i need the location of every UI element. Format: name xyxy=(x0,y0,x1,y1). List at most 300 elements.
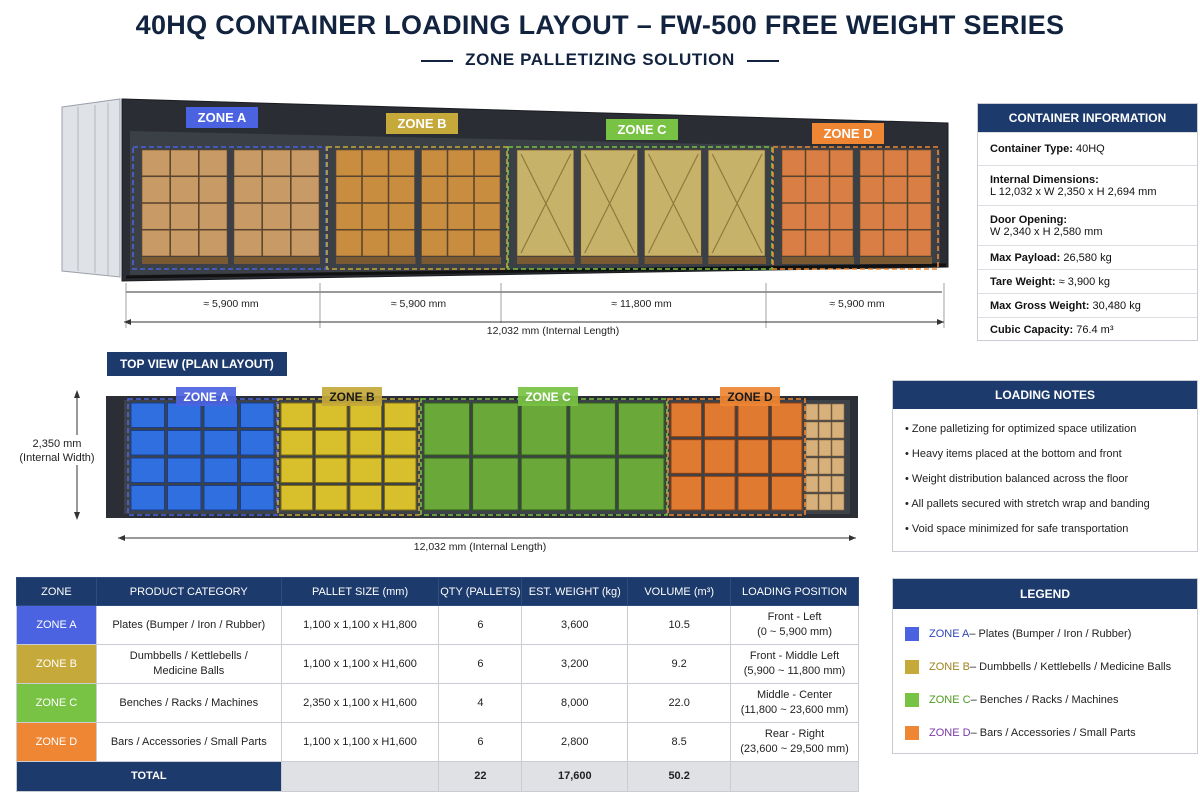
top-pallet xyxy=(738,476,769,510)
table-row xyxy=(17,723,859,762)
pallet-box xyxy=(291,150,319,176)
table-row xyxy=(17,645,859,684)
column-header: VOLUME (m³) xyxy=(628,578,731,606)
subtitle-text: ZONE PALLETIZING SOLUTION xyxy=(465,50,735,69)
total-weight: 17,600 xyxy=(522,762,628,792)
pallet-box xyxy=(806,230,829,256)
pallet-box xyxy=(263,177,291,203)
pallet-box xyxy=(199,177,227,203)
green-square-icon xyxy=(905,693,919,707)
top-pallet xyxy=(705,403,736,437)
column-header: PALLET SIZE (mm) xyxy=(281,578,439,606)
pallet-base xyxy=(645,257,703,264)
pallet-base xyxy=(336,257,416,264)
info-value: W 2,340 x H 2,580 mm xyxy=(990,225,1103,238)
small-parts-box xyxy=(832,458,844,474)
pallet-box xyxy=(171,177,199,203)
column-header: EST. WEIGHT (kg) xyxy=(522,578,628,606)
info-row-payload xyxy=(978,245,1197,269)
info-value: 76.4 m³ xyxy=(1076,323,1114,336)
pallet-box xyxy=(422,230,448,256)
position-text: Middle - Center xyxy=(756,689,833,701)
pallet-box xyxy=(199,204,227,230)
pallet-box xyxy=(389,230,415,256)
pallet-box xyxy=(171,230,199,256)
info-value: 30,480 kg xyxy=(1092,299,1141,312)
container-door xyxy=(62,99,120,277)
pallet-box xyxy=(142,177,170,203)
small-parts-box xyxy=(832,404,844,420)
legend-zone: ZONE D xyxy=(929,726,971,739)
legend-desc: – Dumbbells / Kettlebells / Medicine Balls xyxy=(969,660,1172,673)
top-pallet xyxy=(241,403,275,428)
zone-cell: ZONE C xyxy=(17,684,97,723)
segment-length-label: ≈ 5,900 mm xyxy=(390,298,447,310)
small-parts-box xyxy=(806,458,818,474)
subtitle-dash-left xyxy=(421,60,453,62)
pallet-box xyxy=(908,177,931,203)
pallet-box xyxy=(142,150,170,176)
total-empty-cell xyxy=(731,762,859,792)
volume-cell: 22.0 xyxy=(628,684,731,723)
position-range: (23,600 ~ 29,500 mm) xyxy=(740,743,849,755)
info-label: Max Gross Weight: xyxy=(990,299,1090,312)
top-pallet xyxy=(521,458,567,510)
pallet-box xyxy=(830,230,853,256)
top-pallet xyxy=(281,486,313,511)
pallet-base xyxy=(581,257,639,264)
top-pallet xyxy=(671,403,702,437)
top-pallet xyxy=(350,458,382,483)
top-pallet xyxy=(316,431,348,456)
top-pallet xyxy=(385,458,417,483)
info-row-tare xyxy=(978,269,1197,293)
zone-tag-label: ZONE A xyxy=(197,110,247,125)
position-text: Front - Left xyxy=(767,611,822,623)
top-pallet xyxy=(618,403,664,455)
total-label: TOTAL xyxy=(17,762,282,792)
legend-desc: – Plates (Bumper / Iron / Rubber) xyxy=(969,627,1132,640)
top-pallet xyxy=(281,431,313,456)
container-info-panel xyxy=(977,103,1198,341)
pallet-size-cell: 2,350 x 1,100 x H1,600 xyxy=(281,684,439,723)
small-parts-box xyxy=(819,476,831,492)
top-zone-tag-label: ZONE D xyxy=(727,390,773,404)
top-pallet xyxy=(738,440,769,474)
top-pallet xyxy=(705,476,736,510)
column-header: LOADING POSITION xyxy=(731,578,859,606)
column-header: PRODUCT CATEGORY xyxy=(96,578,281,606)
info-label: Cubic Capacity: xyxy=(990,323,1074,336)
top-pallet xyxy=(570,458,616,510)
pallet-base xyxy=(234,257,320,264)
legend-panel xyxy=(892,578,1198,754)
category-cell: Bars / Accessories / Small Parts xyxy=(96,723,281,762)
pallet-box xyxy=(475,204,501,230)
top-pallet xyxy=(521,403,567,455)
legend-zone: ZONE B xyxy=(929,660,970,673)
top-pallet xyxy=(705,440,736,474)
top-pallet xyxy=(671,476,702,510)
top-pallet xyxy=(131,431,165,456)
top-pallet xyxy=(204,458,238,483)
pallet-box xyxy=(363,150,389,176)
legend-item-zone-d xyxy=(893,716,1197,749)
column-header: ZONE xyxy=(17,578,97,606)
side-view-diagram xyxy=(0,85,965,345)
pallet-box xyxy=(806,177,829,203)
total-volume: 50.2 xyxy=(628,762,731,792)
blue-square-icon xyxy=(905,627,919,641)
top-zone-tag-label: ZONE B xyxy=(329,390,375,404)
pallet-box xyxy=(171,150,199,176)
segment-length-label: ≈ 5,900 mm xyxy=(203,298,259,310)
category-cell: Plates (Bumper / Iron / Rubber) xyxy=(96,606,281,645)
top-pallet xyxy=(131,458,165,483)
arrow-head xyxy=(118,535,125,541)
top-pallet xyxy=(316,403,348,428)
legend-desc: – Bars / Accessories / Small Parts xyxy=(970,726,1136,739)
position-cell xyxy=(731,645,859,684)
top-zone-tag-label: ZONE C xyxy=(525,390,571,404)
total-qty: 22 xyxy=(439,762,522,792)
top-pallet xyxy=(131,403,165,428)
top-pallet xyxy=(168,431,202,456)
zone-table xyxy=(16,577,859,792)
position-cell xyxy=(731,684,859,723)
info-row-dimensions xyxy=(978,165,1197,205)
pallet-box xyxy=(908,150,931,176)
small-parts-box xyxy=(806,404,818,420)
pallet-box xyxy=(142,230,170,256)
position-cell xyxy=(731,606,859,645)
legend-zone: ZONE C xyxy=(929,693,971,706)
loading-notes-panel xyxy=(892,380,1198,552)
qty-cell: 6 xyxy=(439,645,522,684)
top-pallet xyxy=(772,403,803,437)
top-view-label: TOP VIEW (PLAN LAYOUT) xyxy=(107,352,287,376)
zone-cell: ZONE B xyxy=(17,645,97,684)
pallet-box xyxy=(142,204,170,230)
arrow-head xyxy=(74,390,80,398)
top-view-diagram xyxy=(0,380,880,565)
note-text: Heavy items placed at the bottom and front xyxy=(911,448,1122,460)
top-pallet xyxy=(350,431,382,456)
top-pallet xyxy=(618,458,664,510)
pallet-box xyxy=(291,230,319,256)
note-item: • All pallets secured with stretch wrap and banding xyxy=(905,498,1150,510)
subtitle-dash-right xyxy=(747,60,779,62)
pallet-box xyxy=(860,177,883,203)
note-text: All pallets secured with stretch wrap and banding xyxy=(911,498,1150,510)
arrow-head xyxy=(849,535,856,541)
pallet-box xyxy=(199,230,227,256)
pallet-box xyxy=(336,150,362,176)
top-pallet xyxy=(316,486,348,511)
pallet-box xyxy=(830,204,853,230)
small-parts-box xyxy=(832,440,844,456)
loading-notes-list xyxy=(893,409,1197,542)
pallet-box xyxy=(908,230,931,256)
pallet-box xyxy=(291,177,319,203)
top-pallet xyxy=(473,458,519,510)
pallet-box xyxy=(782,150,805,176)
container-info-title: CONTAINER INFORMATION xyxy=(978,104,1197,132)
top-pallet xyxy=(168,403,202,428)
position-text: Front - Middle Left xyxy=(749,650,840,662)
top-pallet xyxy=(204,486,238,511)
info-label: Container Type: xyxy=(990,143,1073,155)
pallet-box xyxy=(448,230,474,256)
pallet-box xyxy=(782,230,805,256)
info-row-type xyxy=(978,132,1197,165)
legend-zone: ZONE A xyxy=(929,627,970,640)
legend-desc: – Benches / Racks / Machines xyxy=(970,693,1119,706)
small-parts-box xyxy=(806,494,818,510)
position-range: (5,900 ~ 11,800 mm) xyxy=(743,665,846,677)
small-parts-box xyxy=(832,422,844,438)
pallet-base xyxy=(422,257,502,264)
info-value: L 12,032 x W 2,350 x H 2,694 mm xyxy=(990,185,1157,198)
top-pallet xyxy=(204,403,238,428)
small-parts-box xyxy=(832,494,844,510)
total-length-label: 12,032 mm (Internal Length) xyxy=(486,325,620,337)
top-pallet xyxy=(204,431,238,456)
pallet-box xyxy=(448,204,474,230)
pallet-size-cell: 1,100 x 1,100 x H1,800 xyxy=(281,606,439,645)
top-pallet xyxy=(424,403,470,455)
total-empty-cell xyxy=(281,762,439,792)
table-row xyxy=(17,684,859,723)
weight-cell: 2,800 xyxy=(522,723,628,762)
info-label: Internal Dimensions: xyxy=(990,173,1099,186)
note-item: • Zone palletizing for optimized space utilization xyxy=(905,423,1137,435)
top-pallet xyxy=(473,403,519,455)
pallet-size-cell: 1,100 x 1,100 x H1,600 xyxy=(281,645,439,684)
segment-length-label: ≈ 11,800 mm xyxy=(611,298,672,310)
top-pallet xyxy=(316,458,348,483)
info-label: Tare Weight: xyxy=(990,275,1056,288)
small-parts-box xyxy=(832,476,844,492)
pallet-box xyxy=(389,150,415,176)
page-subtitle xyxy=(0,50,1200,70)
category-text: Medicine Balls xyxy=(153,665,225,677)
info-row-gross xyxy=(978,293,1197,317)
top-pallet xyxy=(168,486,202,511)
info-row-cubic xyxy=(978,317,1197,341)
top-pallet xyxy=(385,403,417,428)
arrow-head xyxy=(74,512,80,520)
info-label: Door Opening: xyxy=(990,213,1067,226)
pallet-size-cell: 1,100 x 1,100 x H1,600 xyxy=(281,723,439,762)
arrow-head xyxy=(937,319,944,325)
small-parts-box xyxy=(819,494,831,510)
segment-length-label: ≈ 5,900 mm xyxy=(829,298,885,310)
legend-title: LEGEND xyxy=(893,579,1197,609)
pallet-box xyxy=(234,230,262,256)
pallet-box xyxy=(884,177,907,203)
volume-cell: 10.5 xyxy=(628,606,731,645)
zone-tag-label: ZONE B xyxy=(397,116,447,131)
top-pallet xyxy=(241,431,275,456)
pallet-box xyxy=(860,150,883,176)
pallet-box xyxy=(263,204,291,230)
pallet-box xyxy=(363,177,389,203)
top-pallet xyxy=(241,458,275,483)
small-parts-box xyxy=(819,440,831,456)
pallet-box xyxy=(806,150,829,176)
top-pallet xyxy=(385,431,417,456)
pallet-box xyxy=(830,150,853,176)
legend-item-zone-b xyxy=(893,650,1197,683)
pallet-box xyxy=(291,204,319,230)
pallet-box xyxy=(782,204,805,230)
top-pallet xyxy=(350,403,382,428)
small-parts-box xyxy=(806,422,818,438)
pallet-box xyxy=(263,230,291,256)
top-pallet xyxy=(738,403,769,437)
pallet-box xyxy=(860,230,883,256)
arrow-head xyxy=(124,319,131,325)
weight-cell: 8,000 xyxy=(522,684,628,723)
note-item: • Weight distribution balanced across the floor xyxy=(905,473,1129,485)
pallet-box xyxy=(908,204,931,230)
legend-list xyxy=(893,609,1197,749)
pallet-base xyxy=(860,257,932,264)
note-text: Void space minimized for safe transportation xyxy=(911,523,1129,535)
top-pallet xyxy=(424,458,470,510)
volume-cell: 9.2 xyxy=(628,645,731,684)
pallet-box xyxy=(422,177,448,203)
legend-item-zone-a xyxy=(893,617,1197,650)
category-cell xyxy=(96,645,281,684)
pallet-box xyxy=(475,230,501,256)
pallet-box xyxy=(363,230,389,256)
pallet-box xyxy=(234,150,262,176)
side-dimensions xyxy=(126,283,944,328)
info-value: 40HQ xyxy=(1075,143,1105,155)
qty-cell: 6 xyxy=(439,606,522,645)
pallet-box xyxy=(389,177,415,203)
top-pallet xyxy=(131,486,165,511)
small-parts-box xyxy=(819,404,831,420)
pallet-box xyxy=(263,150,291,176)
top-pallet xyxy=(385,486,417,511)
legend-item-zone-c xyxy=(893,683,1197,716)
pallet-box xyxy=(389,204,415,230)
top-pallet xyxy=(241,486,275,511)
zone-cell: ZONE D xyxy=(17,723,97,762)
pallet-box xyxy=(806,204,829,230)
zone-tag-label: ZONE C xyxy=(617,122,667,137)
pallet-box xyxy=(475,150,501,176)
pallet-base xyxy=(782,257,854,264)
info-value: 26,580 kg xyxy=(1063,251,1112,264)
top-pallet xyxy=(772,476,803,510)
top-pallet xyxy=(281,458,313,483)
table-row xyxy=(17,606,859,645)
orange-square-icon xyxy=(905,726,919,740)
pallet-box xyxy=(782,177,805,203)
note-text: Zone palletizing for optimized space utilization xyxy=(911,423,1137,435)
small-parts-box xyxy=(806,440,818,456)
note-item: • Heavy items placed at the bottom and front xyxy=(905,448,1122,460)
loading-notes-title: LOADING NOTES xyxy=(893,381,1197,409)
pallet-box xyxy=(336,230,362,256)
pallet-box xyxy=(884,150,907,176)
pallet-box xyxy=(234,177,262,203)
info-value: ≈ 3,900 kg xyxy=(1058,275,1110,288)
position-cell xyxy=(731,723,859,762)
pallet-base xyxy=(142,257,228,264)
position-text: Rear - Right xyxy=(764,728,825,740)
width-label: (Internal Width) xyxy=(19,452,95,464)
table-total-row xyxy=(17,762,859,792)
position-range: (11,800 ~ 23,600 mm) xyxy=(740,704,849,716)
top-zone-tag-label: ZONE A xyxy=(183,390,229,404)
note-item: • Void space minimized for safe transportation xyxy=(905,523,1129,535)
category-cell: Benches / Racks / Machines xyxy=(96,684,281,723)
pallet-box xyxy=(171,204,199,230)
pallet-box xyxy=(422,204,448,230)
info-label: Max Payload: xyxy=(990,251,1061,264)
note-text: Weight distribution balanced across the floor xyxy=(911,473,1129,485)
table-header-row xyxy=(17,578,859,606)
zone-tag-label: ZONE D xyxy=(823,126,873,141)
pallet-box xyxy=(336,204,362,230)
pallet-box xyxy=(884,230,907,256)
pallet-box xyxy=(199,150,227,176)
pallet-base xyxy=(708,257,766,264)
pallet-box xyxy=(475,177,501,203)
pallet-box xyxy=(422,150,448,176)
pallet-box xyxy=(884,204,907,230)
pallet-box xyxy=(830,177,853,203)
qty-cell: 4 xyxy=(439,684,522,723)
pallet-box xyxy=(363,204,389,230)
pallet-box xyxy=(860,204,883,230)
top-pallet xyxy=(168,458,202,483)
position-range: (0 ~ 5,900 mm) xyxy=(757,626,832,638)
info-row-door xyxy=(978,205,1197,245)
width-value: 2,350 mm xyxy=(32,438,82,450)
pallet-box xyxy=(336,177,362,203)
top-pallet xyxy=(350,486,382,511)
column-header: QTY (PALLETS) xyxy=(439,578,522,606)
category-text: Dumbbells / Kettlebells / xyxy=(129,650,248,662)
top-pallet xyxy=(671,440,702,474)
page-title: 40HQ CONTAINER LOADING LAYOUT – FW-500 FREE WEIGHT SERIES xyxy=(135,10,1065,40)
weight-cell: 3,600 xyxy=(522,606,628,645)
top-pallet xyxy=(772,440,803,474)
small-parts-box xyxy=(819,422,831,438)
volume-cell: 8.5 xyxy=(628,723,731,762)
pallet-base xyxy=(517,257,575,264)
qty-cell: 6 xyxy=(439,723,522,762)
top-pallet xyxy=(281,403,313,428)
weight-cell: 3,200 xyxy=(522,645,628,684)
small-parts-box xyxy=(806,476,818,492)
pallet-box xyxy=(448,177,474,203)
pallet-box xyxy=(448,150,474,176)
top-pallet xyxy=(570,403,616,455)
pallet-box xyxy=(234,204,262,230)
zone-cell: ZONE A xyxy=(17,606,97,645)
length-label: 12,032 mm (Internal Length) xyxy=(413,541,547,553)
small-parts-box xyxy=(819,458,831,474)
side-pallets xyxy=(142,150,932,264)
yellow-square-icon xyxy=(905,660,919,674)
